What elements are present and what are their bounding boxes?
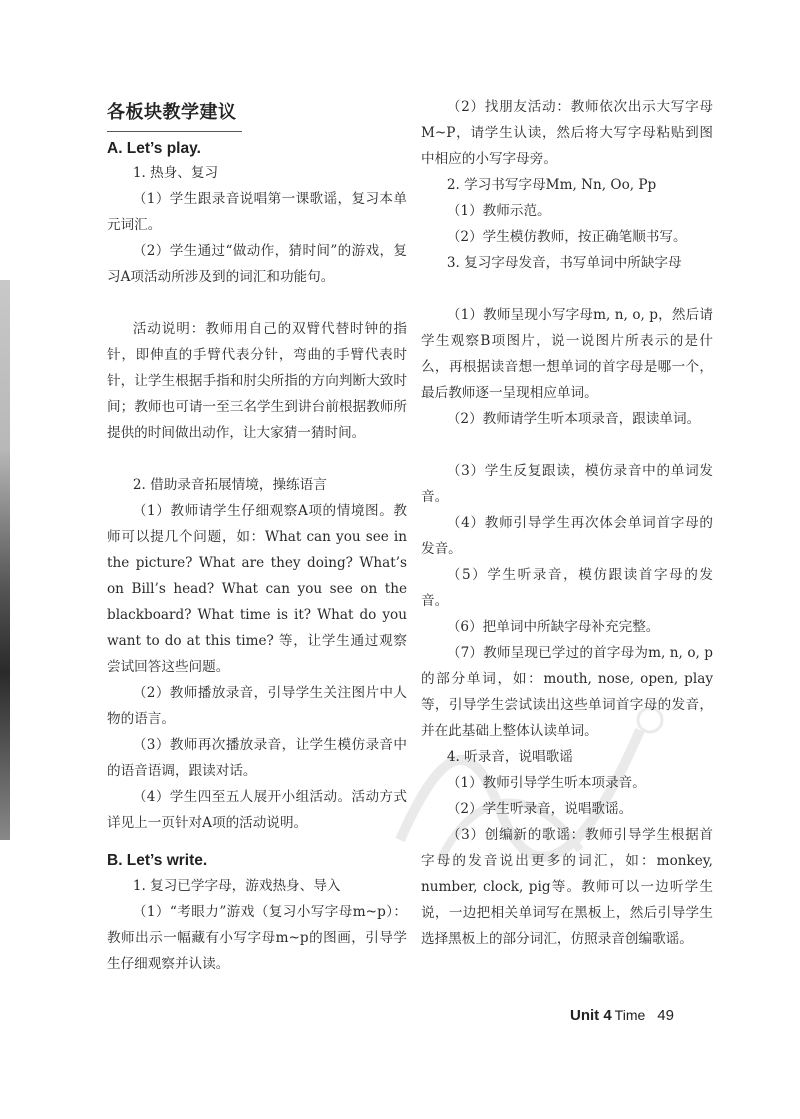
part-b-step-4-3: （3）创编新的歌谣：教师引导学生根据首字母的发音说出更多的词汇，如：monkey, number, clock, pig等。教师可以一边听学生说，一边把相关单词写在黑板上，然后引导学生选择黑板上的部分词汇，仿照录音创编歌谣。 xyxy=(421,827,713,947)
part-b-step-3-3: （3）学生反复跟读，模仿录音中的单词发音。 xyxy=(421,463,713,505)
part-a-step-2-1: （1）教师请学生仔细观察A项的情境图。教师可以提几个问题，如：What can you see in the picture? What are they doing? What’s on Bill’s head? What can you see on the blackboard? What time is it? What do you want to do at this time? 等，让学生通过观察尝试回答这些问题。 xyxy=(107,503,407,675)
page-edge-shadow xyxy=(0,280,10,840)
part-b-step-3-1: （1）教师呈现小写字母m, n, o, p，然后请学生观察B项图片，说一说图片所表示的是什么，再根据读音想一想单词的首字母是哪一个，最后教师逐一呈现相应单词。 xyxy=(421,307,713,401)
page-footer xyxy=(570,1007,674,1025)
part-b-step-3-5: （5）学生听录音，模仿跟读首字母的发音。 xyxy=(421,567,713,609)
part-a-step-1: 1. 热身、复习 xyxy=(132,165,219,181)
part-a-step-2-3: （3）教师再次播放录音，让学生模仿录音中的语音语调，跟读对话。 xyxy=(107,737,407,779)
part-a-step-2: 2. 借助录音拓展情境，操练语言 xyxy=(132,477,327,493)
part-b-step-4-2: （2）学生听录音，说唱歌谣。 xyxy=(446,801,633,817)
part-b-step-3-2: （2）教师请学生听本项录音，跟读单词。 xyxy=(446,411,701,427)
part-b-step-2-2: （2）学生模仿教师，按正确笔顺书写。 xyxy=(446,229,687,245)
part-b-step-3-7: （7）教师呈现已学过的首字母为m, n, o, p的部分单词，如：mouth, nose, open, play等，引导学生尝试读出这些单词首字母的发音，并在此基础上整体认读单词。 xyxy=(421,645,713,739)
part-b-step-1-1: （1）“考眼力”游戏（复习小写字母m~p）：教师出示一幅藏有小写字母m~p的图画，引导学生仔细观察并认读。 xyxy=(107,904,407,972)
part-a-step-2-4: （4）学生四至五人展开小组活动。活动方式详见上一页针对A项的活动说明。 xyxy=(107,789,407,831)
part-b-step-4-1: （1）教师引导学生听本项录音。 xyxy=(446,775,646,791)
page-number: 49 xyxy=(657,1007,674,1024)
part-b-step-2: 2. 学习书写字母Mm, Nn, Oo, Pp xyxy=(446,177,657,193)
part-a-step-1-1: （1）学生跟录音说唱第一课歌谣，复习本单元词汇。 xyxy=(107,191,407,233)
part-b-step-3: 3. 复习字母发音，书写单词中所缺字母 xyxy=(446,255,682,271)
part-b-step-1: 1. 复习已学字母，游戏热身、导入 xyxy=(132,878,341,894)
part-b-step-1-2: （2）找朋友活动：教师依次出示大写字母M~P，请学生认读，然后将大写字母粘贴到图中相应的小写字母旁。 xyxy=(421,99,713,167)
part-b-step-3-4: （4）教师引导学生再次体会单词首字母的发音。 xyxy=(421,515,713,557)
part-a-activity-note: 活动说明：教师用自己的双臂代替时钟的指针，即伸直的手臂代表分针，弯曲的手臂代表时针，让学生根据手指和肘尖所指的方向判断大致时间；教师也可请一至三名学生到讲台前根据教师所提供的时间做出动作，让大家猜一猜时间。 xyxy=(107,321,407,441)
part-b-heading: B. Let’s write. xyxy=(107,852,208,869)
footer-unit-title: Time xyxy=(614,1007,646,1023)
part-b-step-3-6: （6）把单词中所缺字母补充完整。 xyxy=(446,619,660,635)
footer-unit: Unit 4 xyxy=(570,1007,612,1024)
part-b-step-4: 4. 听录音，说唱歌谣 xyxy=(446,749,573,765)
section-title: 各板块教学建议 xyxy=(107,98,242,132)
part-a-heading: A. Let’s play. xyxy=(107,140,201,157)
part-b-step-2-1: （1）教师示范。 xyxy=(446,203,551,219)
part-a-step-1-2: （2）学生通过“做动作，猜时间”的游戏，复习A项活动所涉及到的词汇和功能句。 xyxy=(107,243,407,285)
part-a-step-2-2: （2）教师播放录音，引导学生关注图片中人物的语言。 xyxy=(107,685,407,727)
